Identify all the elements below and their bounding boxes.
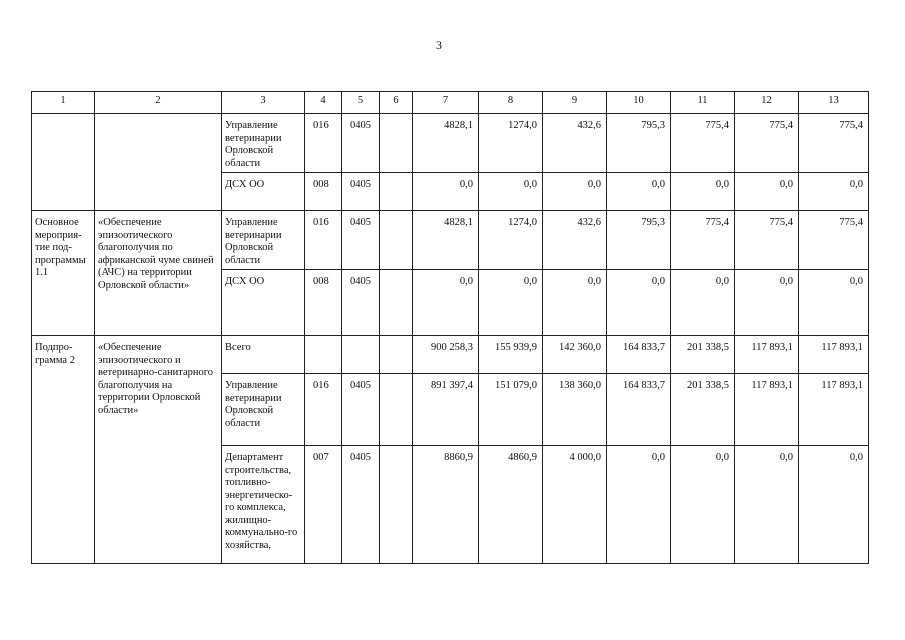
executor-cell: Управление ветеринарии Орловской области [222,114,305,173]
header-cell: 7 [413,92,479,114]
value-cell: 4860,9 [479,446,543,564]
value-cell: 0,0 [607,173,671,211]
value-cell: 0,0 [671,270,735,336]
value-cell: 138 360,0 [543,374,607,446]
value-cell: 117 893,1 [799,336,869,374]
value-cell: 8860,9 [413,446,479,564]
header-row [32,92,869,114]
executor-cell: Управление ветеринарии Орловской области [222,211,305,270]
code-cell [305,336,342,374]
header-cell: 10 [607,92,671,114]
value-cell: 201 338,5 [671,336,735,374]
value-cell: 0,0 [479,173,543,211]
value-cell: 117 893,1 [735,374,799,446]
code-cell: 0405 [342,173,380,211]
header-cell: 1 [32,92,95,114]
header-cell: 4 [305,92,342,114]
value-cell: 164 833,7 [607,336,671,374]
header-cell: 3 [222,92,305,114]
value-cell: 0,0 [735,270,799,336]
header-cell: 12 [735,92,799,114]
value-cell: 0,0 [735,446,799,564]
value-cell: 775,4 [671,211,735,270]
header-cell: 5 [342,92,380,114]
value-cell: 775,4 [735,114,799,173]
value-cell: 775,4 [671,114,735,173]
value-cell: 0,0 [543,173,607,211]
code-cell: 0405 [342,374,380,446]
value-cell: 775,4 [735,211,799,270]
code-cell [380,446,413,564]
page-number: 3 [436,38,442,52]
code-cell [380,270,413,336]
value-cell: 891 397,4 [413,374,479,446]
code-cell: 016 [305,211,342,270]
header-cell: 13 [799,92,869,114]
value-cell: 0,0 [543,270,607,336]
value-cell: 432,6 [543,114,607,173]
header-cell: 6 [380,92,413,114]
table-row [32,336,869,374]
code-cell [380,173,413,211]
value-cell: 900 258,3 [413,336,479,374]
code-cell [380,374,413,446]
header-cell: 11 [671,92,735,114]
value-cell: 4828,1 [413,114,479,173]
value-cell: 775,4 [799,211,869,270]
value-cell: 0,0 [799,446,869,564]
value-cell: 117 893,1 [799,374,869,446]
executor-cell: Департамент строительства, топливно-энергетическо-го комплекса, жилищно-коммунально-го хозяйства, [222,446,305,564]
code-cell: 0405 [342,270,380,336]
value-cell: 0,0 [607,446,671,564]
row-col1: Подпро-грамма 2 [32,336,95,564]
row-col2: «Обеспечение эпизоотического благополучия по африканской чуме свиней (АЧС) на территории Орловской области» [95,211,222,336]
value-cell: 0,0 [413,173,479,211]
code-cell [380,114,413,173]
executor-cell: Всего [222,336,305,374]
value-cell: 4828,1 [413,211,479,270]
budget-table [31,91,869,564]
code-cell: 0405 [342,114,380,173]
value-cell: 795,3 [607,114,671,173]
table-row [32,114,869,173]
value-cell: 795,3 [607,211,671,270]
value-cell: 0,0 [413,270,479,336]
value-cell: 1274,0 [479,114,543,173]
row-col1 [32,114,95,211]
value-cell: 0,0 [735,173,799,211]
value-cell: 0,0 [799,173,869,211]
value-cell: 432,6 [543,211,607,270]
executor-cell: Управление ветеринарии Орловской области [222,374,305,446]
value-cell: 0,0 [671,173,735,211]
value-cell: 1274,0 [479,211,543,270]
value-cell: 0,0 [799,270,869,336]
code-cell [380,336,413,374]
value-cell: 775,4 [799,114,869,173]
code-cell: 007 [305,446,342,564]
code-cell: 016 [305,374,342,446]
value-cell: 142 360,0 [543,336,607,374]
code-cell: 0405 [342,211,380,270]
value-cell: 0,0 [671,446,735,564]
row-col2 [95,114,222,211]
value-cell: 4 000,0 [543,446,607,564]
header-cell: 9 [543,92,607,114]
header-cell: 8 [479,92,543,114]
code-cell: 0405 [342,446,380,564]
code-cell: 008 [305,173,342,211]
table-row [32,211,869,270]
code-cell [380,211,413,270]
executor-cell: ДСХ ОО [222,173,305,211]
row-col1: Основное мероприя-тие под-программы 1.1 [32,211,95,336]
code-cell [342,336,380,374]
row-col2: «Обеспечение эпизоотического и ветеринарно-санитарного благополучия на территории Орловской области» [95,336,222,564]
value-cell: 0,0 [479,270,543,336]
value-cell: 0,0 [607,270,671,336]
code-cell: 016 [305,114,342,173]
value-cell: 155 939,9 [479,336,543,374]
code-cell: 008 [305,270,342,336]
value-cell: 151 079,0 [479,374,543,446]
value-cell: 117 893,1 [735,336,799,374]
executor-cell: ДСХ ОО [222,270,305,336]
value-cell: 201 338,5 [671,374,735,446]
value-cell: 164 833,7 [607,374,671,446]
header-cell: 2 [95,92,222,114]
